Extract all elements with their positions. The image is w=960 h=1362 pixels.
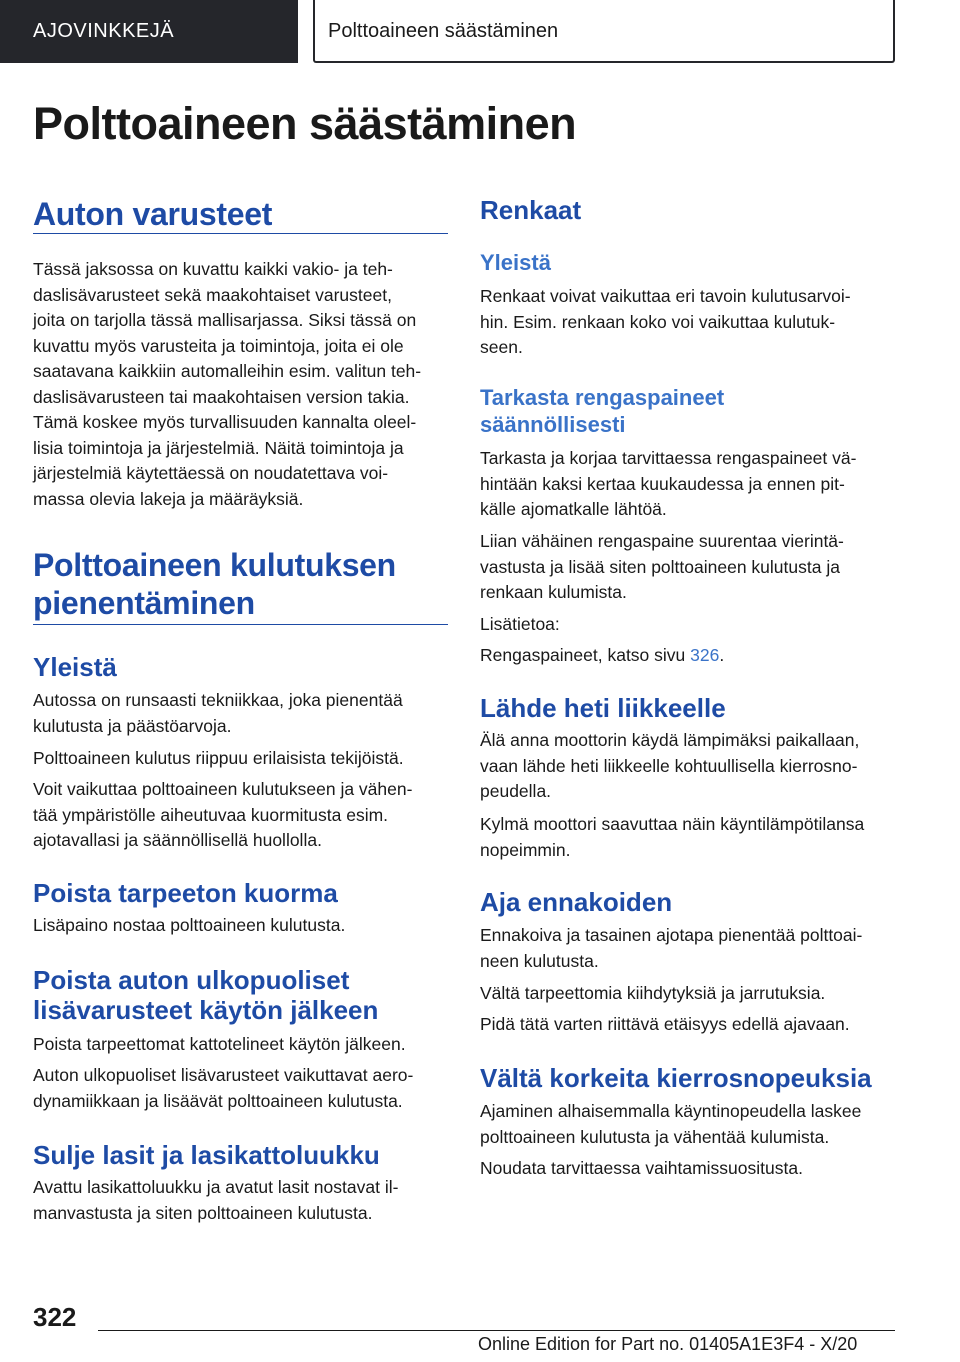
heading-line: Tarkasta rengaspaineet xyxy=(480,385,725,410)
text-line: polttoaineen kulutusta ja vähentää kulumista. xyxy=(480,1126,830,1147)
see-page-suffix: . xyxy=(719,645,725,665)
text-line: Liian vähäinen rengaspaine suurentaa vierintä- xyxy=(480,531,844,551)
text-line: Tarkasta ja korjaa tarvittaessa rengaspaineet vä- xyxy=(480,448,857,468)
text-line: Voit vaikuttaa polttoaineen kulutukseen ja vähen- xyxy=(33,779,413,799)
heading-line: säännöllisesti xyxy=(480,412,626,437)
text-line: vastusta ja lisää siten polttoaineen kulutusta ja xyxy=(480,556,840,577)
text-line: neen kulutusta. xyxy=(480,950,599,971)
text-line: seen. xyxy=(480,337,523,357)
text-line: Älä anna moottorin käydä lämpimäksi paikallaan, xyxy=(480,730,860,750)
page-number: 322 xyxy=(33,1302,77,1332)
heading-tires: Renkaat xyxy=(480,195,582,225)
text-line: järjestelmiä käytettäessä on noudatettava voi- xyxy=(33,463,389,483)
text-line: Pidä tätä varten riittävä etäisyys edellä ajavaan. xyxy=(480,1014,850,1034)
heading-close-windows: Sulje lasit ja lasikattoluukku xyxy=(33,1140,380,1170)
text-line: hin. Esim. renkaan koko voi vaikuttaa kulutuk- xyxy=(480,311,836,332)
text-line: kuvattu myös varusteita ja toimintoja, joita ei ole xyxy=(33,335,404,356)
text-line: Poista tarpeettomat kattotelineet käytön jälkeen. xyxy=(33,1034,406,1054)
text-line: joita on tarjolla tässä mallisarjassa. Siksi tässä on xyxy=(33,310,417,330)
footer-rule xyxy=(98,1330,895,1331)
heading-drive-off: Lähde heti liikkeelle xyxy=(480,693,726,723)
heading-external-accessories xyxy=(33,965,378,1025)
see-page-reference xyxy=(480,643,905,669)
paragraph-anticipate-1 xyxy=(480,923,905,974)
text-line: Vältä tarpeettomia kiihdytyksiä ja jarrutuksia. xyxy=(480,983,826,1003)
text-line: Lisäpaino nostaa polttoaineen kulutusta. xyxy=(33,915,346,935)
text-line: Tämä koskee myös turvallisuuden kannalta oleel- xyxy=(33,412,417,432)
text-line: manvastusta ja siten polttoaineen kulutusta. xyxy=(33,1202,373,1223)
text-line: saatavana kaikkiin automalleihin esim. valitun teh- xyxy=(33,361,422,381)
page-title: Polttoaineen säästäminen xyxy=(33,98,577,149)
see-page-text: Rengaspaineet, katso sivu xyxy=(480,645,691,665)
heading-rule xyxy=(33,624,448,625)
heading-line: lisävarusteet käytön jälkeen xyxy=(33,995,379,1025)
text-line: lisia toimintoja ja järjestelmiä. Näitä toimintoja ja xyxy=(33,437,404,458)
text-line: massa olevia lakeja ja määräyksiä. xyxy=(33,488,304,509)
text-line: Auton ulkopuoliset lisävarusteet vaikuttavat aero- xyxy=(33,1065,414,1085)
paragraph-pressure-2 xyxy=(480,529,905,606)
paragraph-tires xyxy=(480,284,905,361)
text-line: Ennakoiva ja tasainen ajotapa pienentää polttoai- xyxy=(480,925,863,945)
footer-edition-text: Online Edition for Part no. 01405A1E3F4 - X/20 xyxy=(478,1334,858,1354)
paragraph-general-2 xyxy=(33,746,458,772)
paragraph-pressure-1 xyxy=(480,446,905,523)
heading-reduce-consumption xyxy=(33,546,396,622)
heading-line: Polttoaineen kulutuksen xyxy=(33,547,396,583)
text-line: hintään kaksi kertaa kuukaudessa ja ennen pit- xyxy=(480,473,845,494)
paragraph-rpm-1 xyxy=(480,1099,905,1150)
heading-check-pressure xyxy=(480,384,724,438)
header-section-label: AJOVINKKEJÄ xyxy=(0,0,298,63)
text-line: källe ajomatkalle lähtöä. xyxy=(480,499,667,519)
paragraph-rpm-2 xyxy=(480,1156,905,1182)
paragraph-windows xyxy=(33,1175,458,1226)
text-line: ajotavallasi ja säännöllisellä huollolla. xyxy=(33,830,322,850)
heading-avoid-high-rpm: Vältä korkeita kierrosnopeuksia xyxy=(480,1063,872,1093)
paragraph-equipment xyxy=(33,257,458,512)
heading-line: pienentäminen xyxy=(33,585,255,621)
text-line: renkaan kulumista. xyxy=(480,582,627,602)
text-line: Ajaminen alhaisemmalla käyntinopeudella laskee xyxy=(480,1101,862,1121)
heading-tires-general: Yleistä xyxy=(480,250,551,275)
page-link[interactable]: 326 xyxy=(690,645,720,665)
paragraph-drive-off-1 xyxy=(480,728,905,805)
paragraph-drive-off-2 xyxy=(480,812,905,863)
text-line: Tässä jaksossa on kuvattu kaikki vakio- ja teh- xyxy=(33,259,393,279)
text-line: daslisävarusteet sekä maakohtaiset varusteet, xyxy=(33,284,392,305)
text-line: Kylmä moottori saavuttaa näin käyntilämpötilansa xyxy=(480,814,865,834)
paragraph-general-1 xyxy=(33,688,458,739)
paragraph-external-2 xyxy=(33,1063,458,1114)
paragraph-external-1 xyxy=(33,1032,458,1058)
paragraph-anticipate-2 xyxy=(480,981,905,1007)
heading-general: Yleistä xyxy=(33,652,117,682)
heading-line: Poista auton ulkopuoliset xyxy=(33,965,350,995)
text-line: vaan lähde heti liikkeelle kohtuullisella kierrosno- xyxy=(480,755,858,776)
text-line: peudella. xyxy=(480,781,552,801)
text-line: Polttoaineen kulutus riippuu erilaisista tekijöistä. xyxy=(33,748,404,768)
heading-remove-load: Poista tarpeeton kuorma xyxy=(33,878,338,908)
heading-rule xyxy=(33,233,448,234)
text-line: daslisävarusteen tai maakohtaisen version takia. xyxy=(33,386,410,407)
paragraph-general-3 xyxy=(33,777,458,854)
heading-equipment: Auton varusteet xyxy=(33,196,273,232)
text-line: Noudata tarvittaessa vaihtamissuositusta. xyxy=(480,1158,803,1178)
text-line: tää ympäristölle aiheutuvaa kuormitusta esim. xyxy=(33,804,389,825)
text-line: kulutusta ja päästöarvoja. xyxy=(33,715,232,736)
header-chapter-label: Polttoaineen säästäminen xyxy=(313,0,895,63)
heading-anticipate: Aja ennakoiden xyxy=(480,887,673,917)
text-line: Renkaat voivat vaikuttaa eri tavoin kulutusarvoi- xyxy=(480,286,851,306)
paragraph-anticipate-3 xyxy=(480,1012,905,1038)
text-line: nopeimmin. xyxy=(480,839,571,860)
text-line: Autossa on runsaasti tekniikkaa, joka pienentää xyxy=(33,690,403,710)
paragraph-load xyxy=(33,913,458,939)
more-info-label: Lisätietoa: xyxy=(480,614,560,634)
text-line: dynamiikkaan ja lisäävät polttoaineen kulutusta. xyxy=(33,1090,403,1111)
text-line: Avattu lasikattoluukku ja avatut lasit nostavat il- xyxy=(33,1177,399,1197)
